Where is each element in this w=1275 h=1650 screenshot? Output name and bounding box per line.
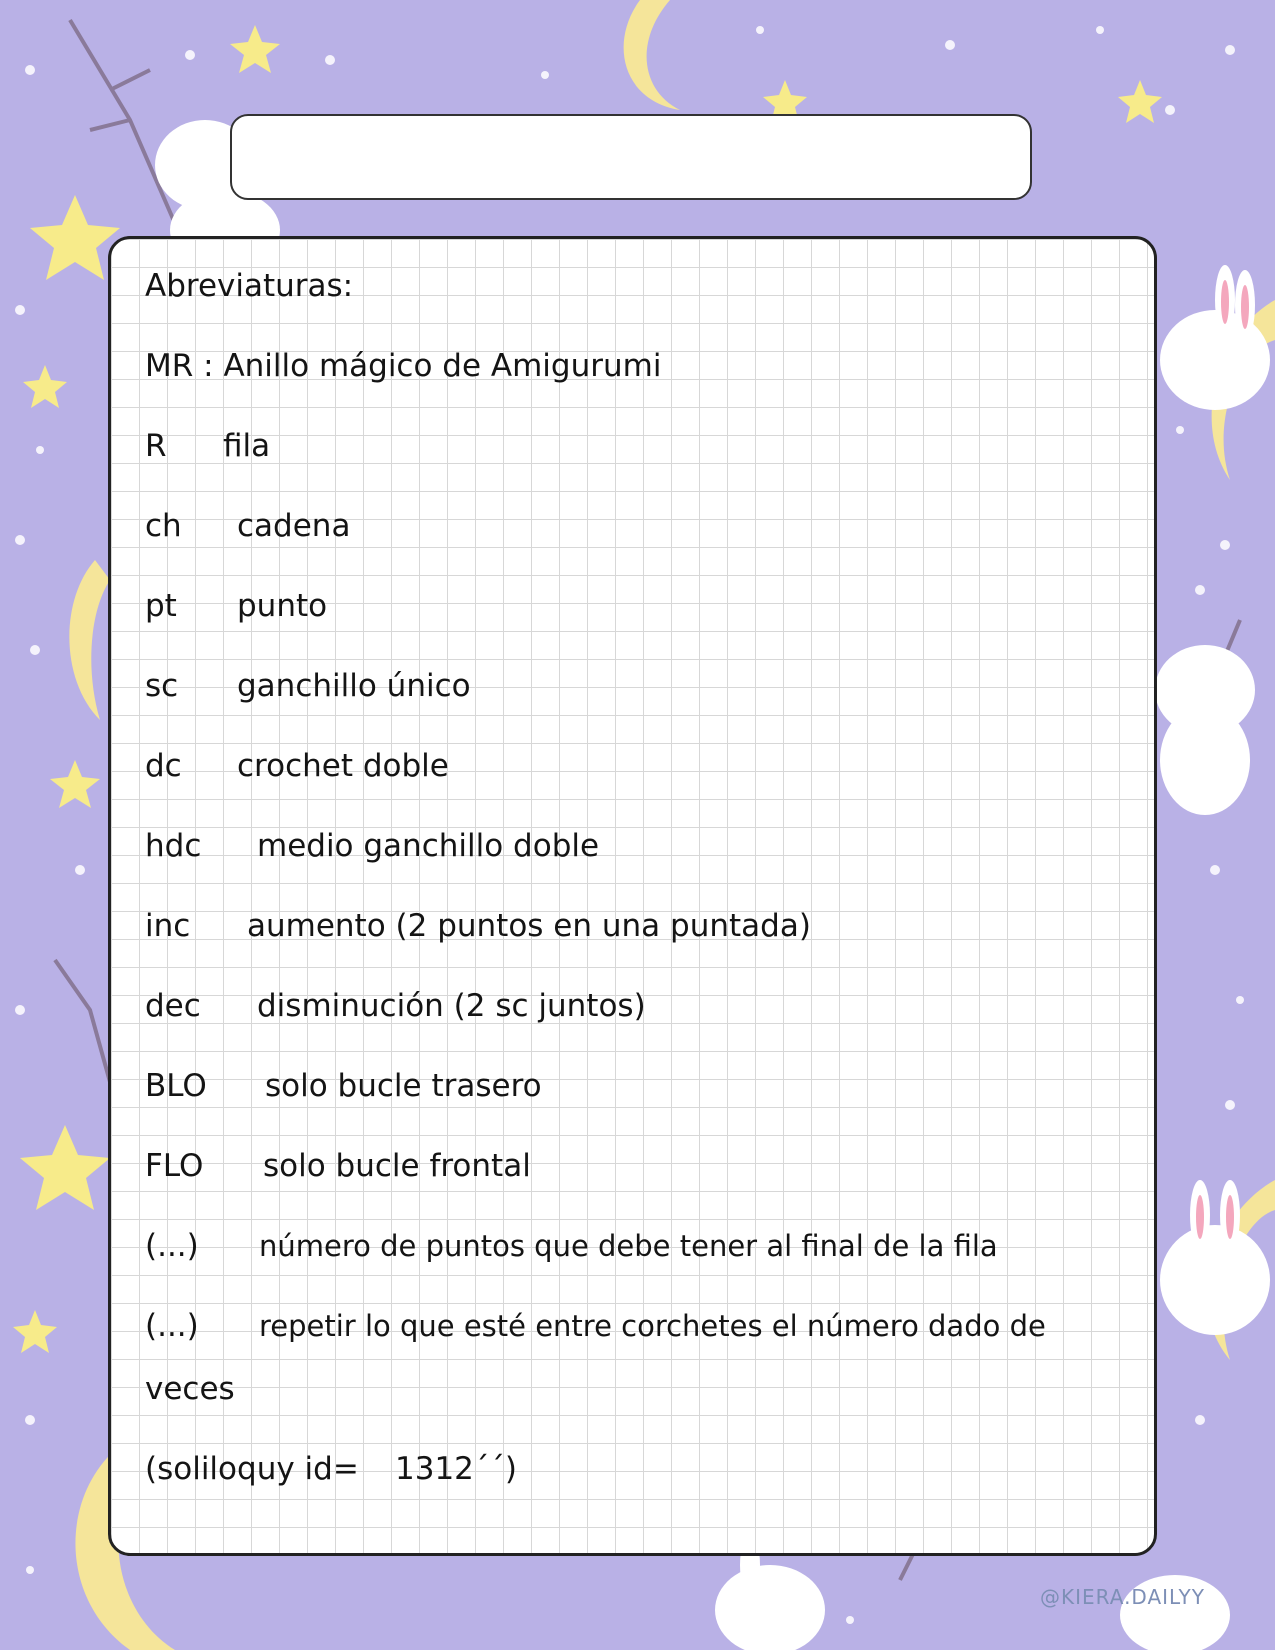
abbr-label: BLO [145, 1068, 207, 1104]
abbr-meaning: aumento (2 puntos en una puntada) [247, 908, 811, 944]
abbr-meaning: disminución (2 sc juntos) [257, 988, 646, 1024]
abbr-label: (...) [145, 1308, 199, 1344]
abbr-label: dc [145, 748, 182, 784]
page-heading: Abreviaturas: [145, 268, 354, 304]
abbr-label: hdc [145, 828, 202, 864]
abbr-label: inc [145, 908, 191, 944]
abbr-label: veces [145, 1371, 235, 1407]
abbr-meaning: cadena [237, 508, 351, 544]
abbr-meaning: punto [237, 588, 328, 624]
abbr-label: ch [145, 508, 182, 544]
abbr-meaning: solo bucle trasero [265, 1068, 542, 1104]
abbr-meaning: crochet doble [237, 748, 449, 784]
abbr-meaning: repetir lo que esté entre corchetes el número dado de [259, 1309, 1046, 1343]
abbreviations-card [108, 236, 1157, 1556]
abbr-meaning: 1312´´) [395, 1451, 517, 1487]
abbr-meaning: fila [223, 428, 271, 464]
abbr-label: dec [145, 988, 201, 1024]
abbr-meaning: medio ganchillo doble [257, 828, 600, 864]
abbr-meaning: solo bucle frontal [263, 1148, 531, 1184]
abbr-label: sc [145, 668, 179, 704]
abbr-label: FLO [145, 1148, 204, 1184]
abbr-label: R [145, 428, 167, 464]
abbr-label: MR : Anillo mágico de Amigurumi [145, 348, 662, 384]
abbr-label: (soliloquy id= [145, 1451, 359, 1487]
title-box [230, 114, 1032, 200]
abbr-label: pt [145, 588, 177, 624]
abbr-meaning: ganchillo único [237, 668, 471, 704]
abbr-meaning: número de puntos que debe tener al final de la fila [259, 1229, 998, 1263]
abbr-label: (...) [145, 1228, 199, 1264]
watermark: @KIERA.DAILYY [1040, 1585, 1205, 1609]
